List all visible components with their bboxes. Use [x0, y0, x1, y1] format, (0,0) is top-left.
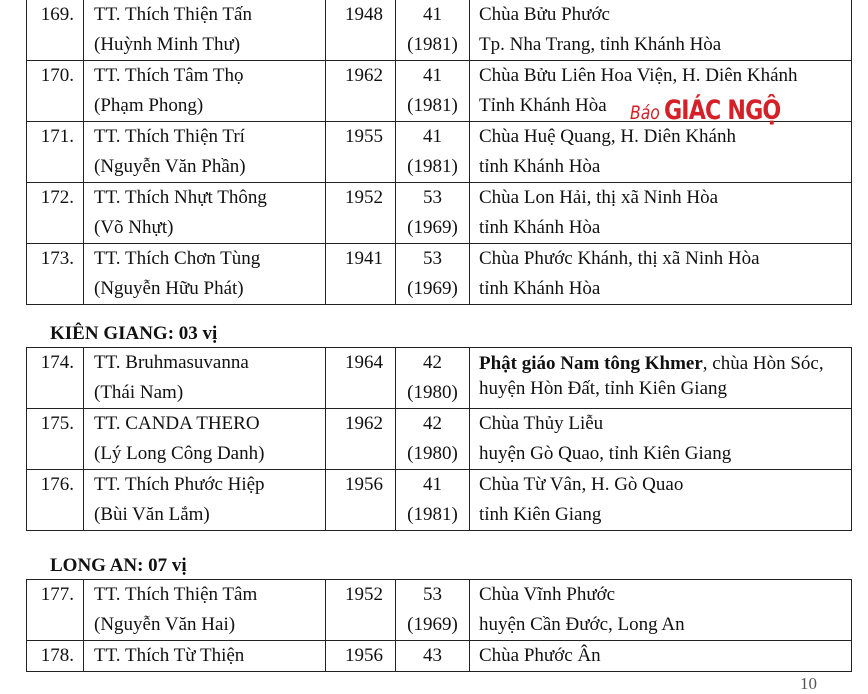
location: huyện Cần Đước, Long An — [479, 614, 685, 635]
ordination-year: (1969) — [407, 217, 458, 238]
table-row — [27, 0, 852, 61]
location: tỉnh Khánh Hòa — [479, 217, 601, 238]
birth-name: (Bùi Văn Lắm) — [94, 504, 210, 525]
temple: Chùa Bửu Liên Hoa Viện, H. Diên Khánh — [479, 65, 798, 86]
birth-year: 1956 — [345, 645, 383, 666]
row-number: 169. — [40, 4, 74, 25]
table-row — [27, 470, 852, 531]
location: tỉnh Khánh Hòa — [479, 278, 601, 299]
ordination-year: (1981) — [407, 156, 458, 177]
monk-name: TT. Bruhmasuvanna — [94, 352, 249, 373]
temple: Chùa Thủy Liễu — [479, 413, 604, 434]
birth-name: (Nguyễn Văn Hai) — [94, 614, 236, 635]
birth-year: 1941 — [345, 248, 383, 269]
row-number: 173. — [40, 248, 74, 269]
table-row — [27, 122, 852, 183]
ordination-age: 43 — [423, 645, 442, 666]
birth-name: (Lý Long Công Danh) — [94, 443, 265, 464]
monk-name: TT. Thích Từ Thiện — [94, 645, 245, 666]
ordination-year: (1969) — [407, 278, 458, 299]
birth-name: (Võ Nhựt) — [94, 217, 174, 238]
temple: Chùa Lon Hải, thị xã Ninh Hòa — [479, 187, 719, 208]
row-number: 176. — [40, 474, 74, 495]
ordination-age: 41 — [423, 126, 442, 147]
birth-name: (Thái Nam) — [94, 382, 184, 403]
ordination-year: (1981) — [407, 504, 458, 525]
table-row — [27, 183, 852, 244]
monk-name: TT. Thích Thiện Trí — [94, 126, 245, 147]
birth-year: 1948 — [345, 4, 383, 25]
temple: Chùa Bửu Phước — [479, 4, 610, 25]
birth-name: (Phạm Phong) — [94, 95, 204, 116]
monk-name: TT. Thích Nhựt Thông — [94, 187, 267, 208]
row-number: 171. — [40, 126, 74, 147]
location: huyện Gò Quao, tỉnh Kiên Giang — [479, 443, 732, 464]
temple: Chùa Phước Khánh, thị xã Ninh Hòa — [479, 248, 760, 269]
birth-year: 1962 — [345, 65, 383, 86]
ordination-age: 53 — [423, 248, 442, 269]
monk-name: TT. Thích Phước Hiệp — [94, 474, 265, 495]
birth-year: 1962 — [345, 413, 383, 434]
temple: Chùa Từ Vân, H. Gò Quao — [479, 474, 684, 495]
table-row — [27, 409, 852, 470]
ordination-age: 41 — [423, 4, 442, 25]
ordination-age: 53 — [423, 584, 442, 605]
section-title-long-an: LONG AN: 07 vị — [50, 555, 187, 576]
birth-name: (Huỳnh Minh Thư) — [94, 34, 241, 55]
monk-name: TT. CANDA THERO — [94, 413, 260, 434]
table-row — [27, 641, 852, 672]
birth-year: 1964 — [345, 352, 383, 373]
table-row — [27, 348, 852, 409]
ordination-year: (1981) — [407, 95, 458, 116]
table-row — [27, 244, 852, 305]
watermark-name: GIÁC NGỘ — [663, 95, 781, 126]
location: Tỉnh Khánh Hòa — [479, 95, 607, 116]
monk-table-long-an — [26, 579, 852, 672]
newspaper-watermark — [630, 95, 780, 126]
section-title-kien-giang: KIÊN GIANG: 03 vị — [50, 323, 218, 344]
location: Tp. Nha Trang, tỉnh Khánh Hòa — [479, 34, 722, 55]
monk-table-kien-giang — [26, 347, 852, 531]
ordination-year: (1980) — [407, 443, 458, 464]
row-number: 175. — [40, 413, 74, 434]
watermark-prefix: Báo — [630, 102, 660, 124]
monk-name: TT. Thích Thiện Tâm — [94, 584, 258, 605]
temple: Chùa Phước Ân — [479, 645, 601, 666]
birth-year: 1952 — [345, 187, 383, 208]
monk-table-khanh-hoa — [26, 0, 852, 305]
table-row — [27, 580, 852, 641]
row-number: 170. — [40, 65, 74, 86]
ordination-age: 53 — [423, 187, 442, 208]
monk-name: TT. Thích Chơn Tùng — [94, 248, 261, 269]
monk-name: TT. Thích Tâm Thọ — [94, 65, 244, 86]
row-number: 172. — [40, 187, 74, 208]
ordination-age: 42 — [423, 413, 442, 434]
ordination-age: 41 — [423, 65, 442, 86]
birth-year: 1956 — [345, 474, 383, 495]
ordination-age: 42 — [423, 352, 442, 373]
row-number: 177. — [40, 584, 74, 605]
temple-location-text: , chùa Hòn Sóc, huyện Hòn Đất, tỉnh Kiên Giang — [479, 353, 824, 399]
location: tỉnh Kiên Giang — [479, 504, 602, 525]
row-number: 174. — [40, 352, 74, 373]
ordination-year: (1980) — [407, 382, 458, 403]
monk-name: TT. Thích Thiện Tấn — [94, 4, 252, 25]
temple: Chùa Vĩnh Phước — [479, 584, 616, 605]
tradition-label: Phật giáo Nam tông Khmer — [479, 353, 703, 374]
birth-year: 1952 — [345, 584, 383, 605]
ordination-year: (1969) — [407, 614, 458, 635]
page-number: 10 — [800, 674, 817, 693]
ordination-year: (1981) — [407, 34, 458, 55]
location: tỉnh Khánh Hòa — [479, 156, 601, 177]
birth-name: (Nguyễn Hữu Phát) — [94, 278, 244, 299]
birth-name: (Nguyễn Văn Phần) — [94, 156, 246, 177]
row-number: 178. — [40, 645, 74, 666]
temple-location — [470, 348, 851, 408]
ordination-age: 41 — [423, 474, 442, 495]
birth-year: 1955 — [345, 126, 383, 147]
temple: Chùa Huệ Quang, H. Diên Khánh — [479, 126, 736, 147]
